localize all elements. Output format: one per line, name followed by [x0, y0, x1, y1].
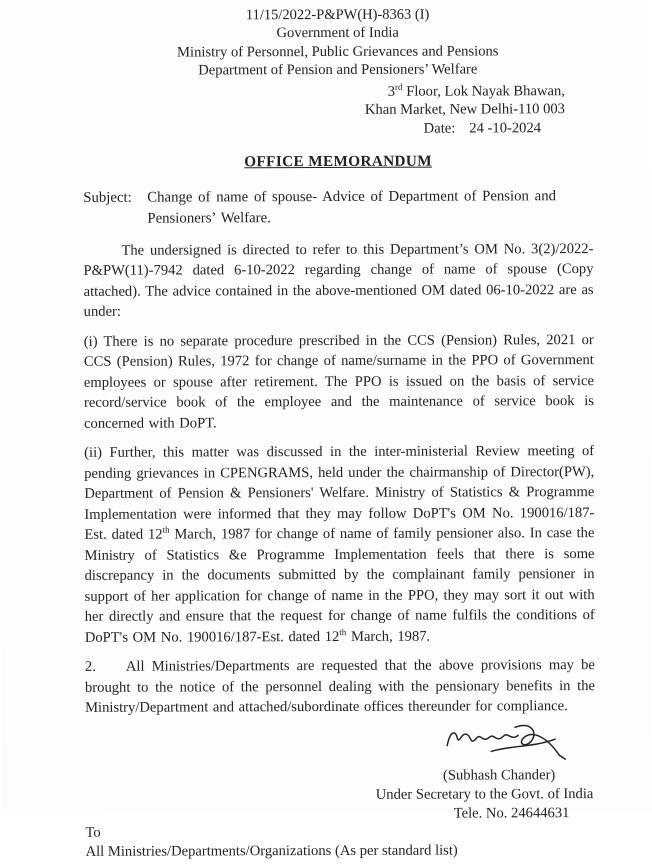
floor-ordinal-suffix: rd	[395, 81, 403, 92]
address-block	[83, 82, 565, 139]
date-value: 24 -10-2024	[469, 119, 542, 136]
subject-block	[83, 186, 593, 230]
floor-rest: Floor, Lok Nayak Bhawan,	[402, 82, 565, 100]
subject-label: Subject:	[83, 189, 132, 206]
addressee-block	[85, 822, 595, 864]
org-line-government: Government of India	[276, 24, 399, 42]
closing-paragraph-number: 2.	[84, 658, 96, 675]
memo-title: OFFICE MEMORANDUM	[244, 152, 433, 170]
closing-paragraph-text: All Ministries/Departments are requested that the above provisions may be brought to the notice of the personnel dealing with the pensionary benefits in the Ministry/Department and attached/subordinate offices thereunder for compliance.	[84, 657, 596, 716]
reference-number: 11/15/2022-P&PW(H)-8363 (I)	[245, 6, 430, 24]
handwritten-signature-icon	[441, 721, 569, 766]
address-floor-line	[83, 82, 565, 102]
date-label: Date:	[423, 120, 456, 137]
signatory-phone: Tele. No. 24644631	[453, 804, 570, 822]
subject-line2: Pensioners’ Welfare.	[147, 209, 271, 227]
signature-block	[85, 721, 595, 824]
paragraph-point-ii	[84, 441, 595, 648]
addressee-line: All Ministries/Departments/Organizations (As per standard list)	[85, 842, 458, 860]
date-ordinal-suffix: th	[339, 626, 347, 637]
point-ii-part2: March, 1987 for change of name of family pensioner also. In case the Ministry of Statistics &e Programme Implementation feels that there is some discrepancy in the documents submitted by the complainant family pensioner in support of her application for change of name in the PPO, they may sort it out with her directly and ensure that the request for change of name fulfils the conditions of DoPT's OM No. 190016/187-Est. dated 12	[84, 525, 595, 646]
point-ii-part1: (ii) Further, this matter was discussed in the inter-ministerial Review meeting of pending grievances in CPENGRAMS, held under the chairmanship of Director(PW), Department of Pension & Pensioners' Welfare. Ministry of Statistics & Programme Implementation were informed that they may follow DoPT's OM No. 190016/187-Est. dated 12	[84, 443, 595, 543]
signatory-designation: Under Secretary to the Govt. of India	[375, 785, 594, 803]
address-city-line: Khan Market, New Delhi-110 003	[364, 100, 565, 118]
subject-line1: Change of name of spouse- Advice of Department of Pension and	[147, 187, 557, 206]
org-line-department: Department of Pension and Pensioners’ Welfare	[198, 61, 478, 79]
to-label: To	[85, 824, 101, 841]
signatory-name: (Subhash Chander)	[442, 766, 556, 784]
date-ordinal-suffix: th	[162, 524, 170, 535]
paragraph-point-i: (i) There is no separate procedure prescribed in the CCS (Pension) Rules, 2021 or CCS (Pension) Rules, 1972 for change of name/surname in the PPO of Government employees or spouse after retirement. The PPO is issued on the basis of service record/service book of the employee and the maintenance of service book is concerned with DoPT.	[83, 331, 595, 432]
org-line-ministry: Ministry of Personnel, Public Grievances and Pensions	[177, 42, 499, 61]
paragraph-intro: The undersigned is directed to refer to this Department’s OM No. 3(2)/2022-P&PW(11)-7942 dated 6-10-2022 regarding change of name of spouse (Copy attached). The advice contained in the above-mentioned OM dated 06-10-2022 are as under:	[83, 240, 594, 320]
subject-text	[147, 186, 556, 229]
floor-number: 3	[387, 83, 396, 100]
point-ii-part3: March, 1987.	[346, 628, 431, 645]
date-line	[83, 119, 541, 139]
paragraph-closing	[85, 655, 595, 718]
